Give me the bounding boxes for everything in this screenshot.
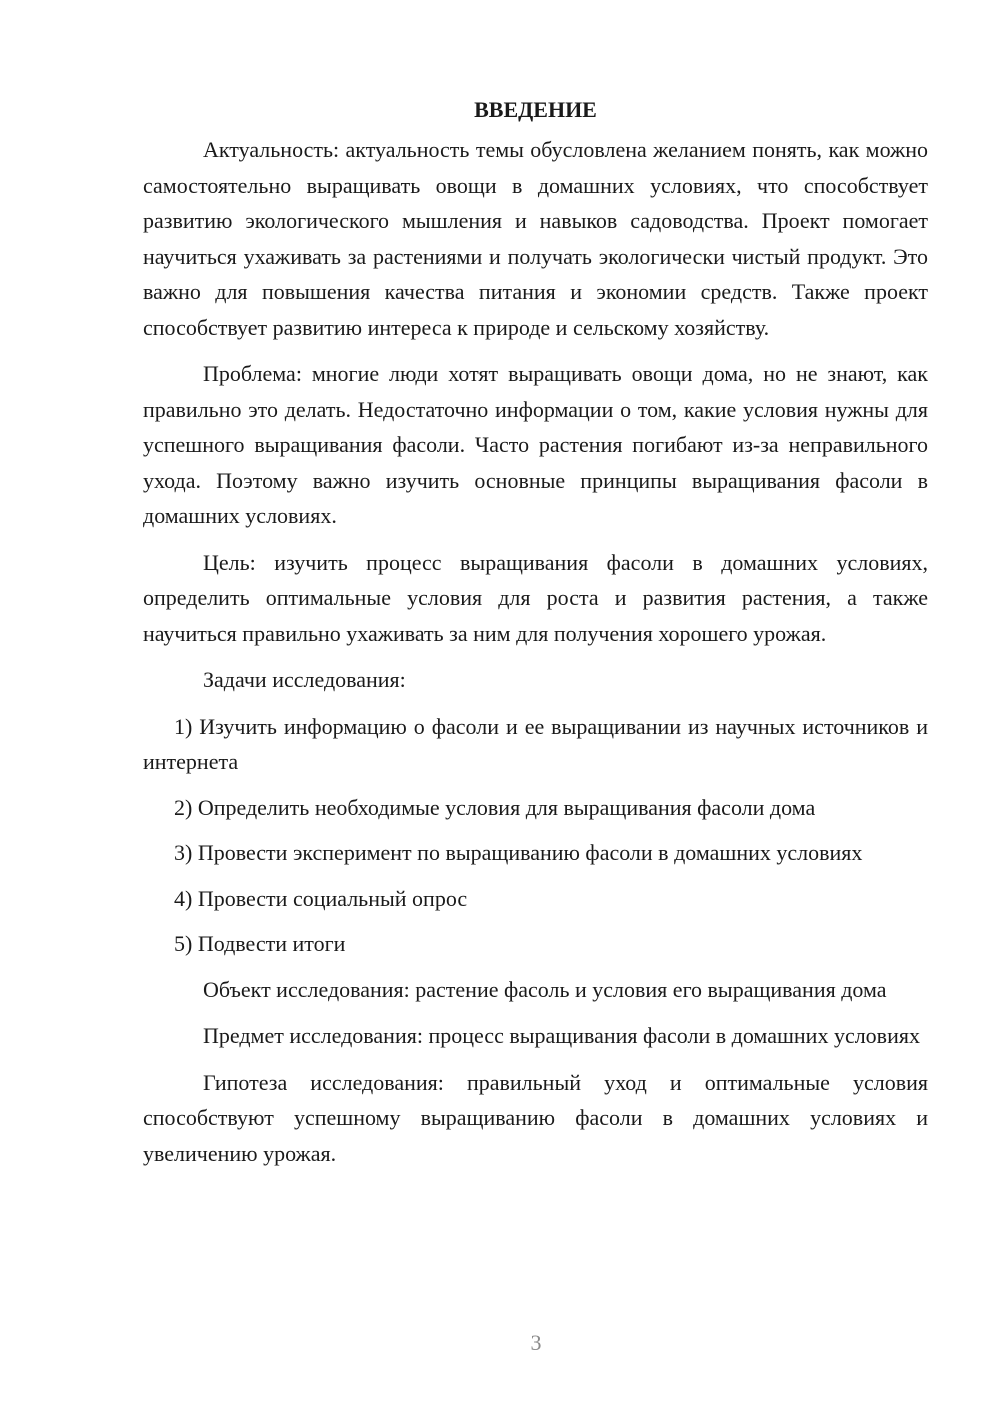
paragraph-goal: Цель: изучить процесс выращивания фасоли в домашних условиях, определить оптимальные условия для роста и развития растения, а также научиться правильно ухаживать за ним для получения хорошего урожая. [143, 549, 928, 646]
paragraph-relevance: Актуальность: актуальность темы обусловлена желанием понять, как можно самостоятельно выращивать овощи в домашних условиях, что способствует развитию экологического мышления и навыков садоводства. Проект помогает научиться ухаживать за растениями и получать экологически чистый продукт. Это важно для повышения качества питания и экономии средств. Также проект способствует развитию интереса к природе и сельскому хозяйству. [143, 137, 928, 340]
document-page [143, 92, 928, 1182]
paragraph-hypothesis: Гипотеза исследования: правильный уход и оптимальные условия способствуют успешному выращиванию фасоли в домашних условиях и увеличению урожая. [143, 1069, 928, 1166]
list-item: 1) Изучить информацию о фасоли и ее выращивании из научных источников и интернета [143, 713, 928, 774]
list-item: 3) Провести эксперимент по выращиванию фасоли в домашних условиях [174, 840, 863, 865]
page-number: 3 [530, 1330, 542, 1355]
paragraph-object: Объект исследования: растение фасоль и условия его выращивания дома [203, 976, 887, 1002]
list-item: 2) Определить необходимые условия для выращивания фасоли дома [174, 794, 816, 820]
paragraph-subject: Предмет исследования: процесс выращивания фасоли в домашних условиях [203, 1023, 920, 1048]
paragraph-problem: Проблема: многие люди хотят выращивать овощи дома, но не знают, как правильно это делать. Недостаточно информации о том, какие условия нужны для успешного выращивания фасоли. Часто растения погибают из-за неправильного ухода. Поэтому важно изучить основные принципы выращивания фасоли в домашних условиях. [143, 361, 928, 528]
tasks-heading: Задачи исследования: [203, 667, 406, 692]
list-item: 5) Подвести итоги [174, 931, 346, 956]
page-title: ВВЕДЕНИЕ [474, 97, 597, 122]
tasks-list [143, 709, 928, 962]
list-item: 4) Провести социальный опрос [174, 885, 468, 911]
